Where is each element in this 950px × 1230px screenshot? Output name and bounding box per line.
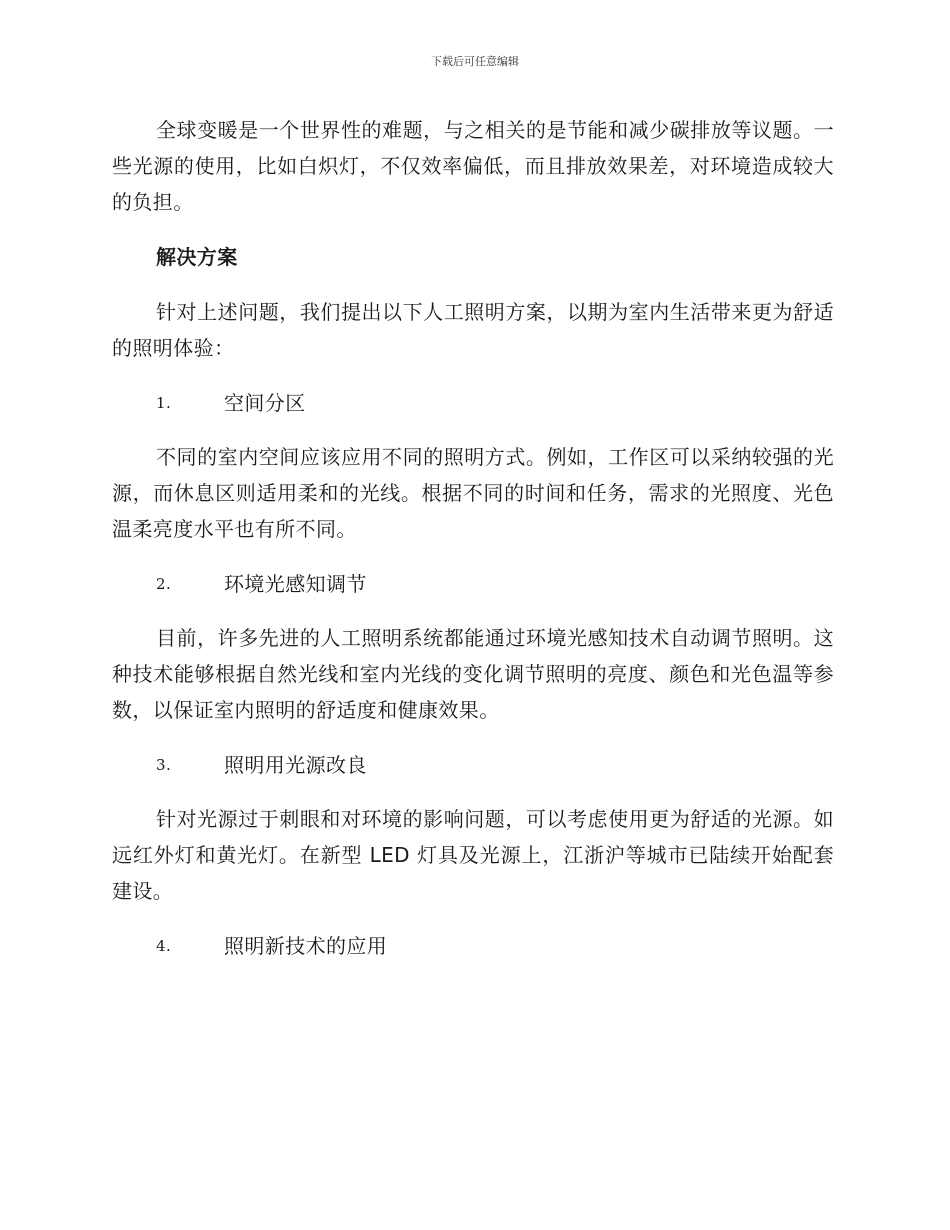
intro-paragraph: 全球变暖是一个世界性的难题，与之相关的是节能和减少碳排放等议题。一些光源的使用，比如白炽灯，不仅效率偏低，而且排放效果差，对环境造成较大的负担。 (112, 118, 834, 214)
list-item-1-title (112, 385, 834, 421)
document-body (112, 112, 834, 964)
list-title: 空间分区 (224, 391, 306, 415)
list-number: 1. (156, 394, 172, 412)
section-heading: 解决方案 (156, 245, 238, 269)
solution-intro-paragraph: 针对上述问题，我们提出以下人工照明方案，以期为室内生活带来更为舒适的照明体验： (112, 300, 834, 360)
list-item-1-body: 不同的室内空间应该应用不同的照明方式。例如，工作区可以采纳较强的光源，而休息区则适用柔和的光线。根据不同的时间和任务，需求的光照度、光色温柔亮度水平也有所不同。 (112, 445, 834, 541)
list-item-3-title (112, 747, 834, 783)
list-number: 4. (156, 937, 172, 955)
list-title: 照明用光源改良 (224, 753, 367, 777)
list-item-3-body: 针对光源过于刺眼和对环境的影响问题，可以考虑使用更为舒适的光源。如远红外灯和黄光灯。在新型 LED 灯具及光源上，江浙沪等城市已陆续开始配套建设。 (112, 807, 834, 903)
list-number: 2. (156, 575, 172, 593)
list-title: 照明新技术的应用 (224, 934, 388, 958)
list-item-2-title (112, 566, 834, 602)
list-item-2-body: 目前，许多先进的人工照明系统都能通过环境光感知技术自动调节照明。这种技术能够根据自然光线和室内光线的变化调节照明的亮度、颜色和光色温等参数，以保证室内照明的舒适度和健康效果。 (112, 626, 834, 722)
list-title: 环境光感知调节 (224, 572, 367, 596)
list-item-4-title (112, 928, 834, 964)
header-note: 下载后可任意编辑 (431, 55, 519, 68)
list-number: 3. (156, 756, 172, 774)
